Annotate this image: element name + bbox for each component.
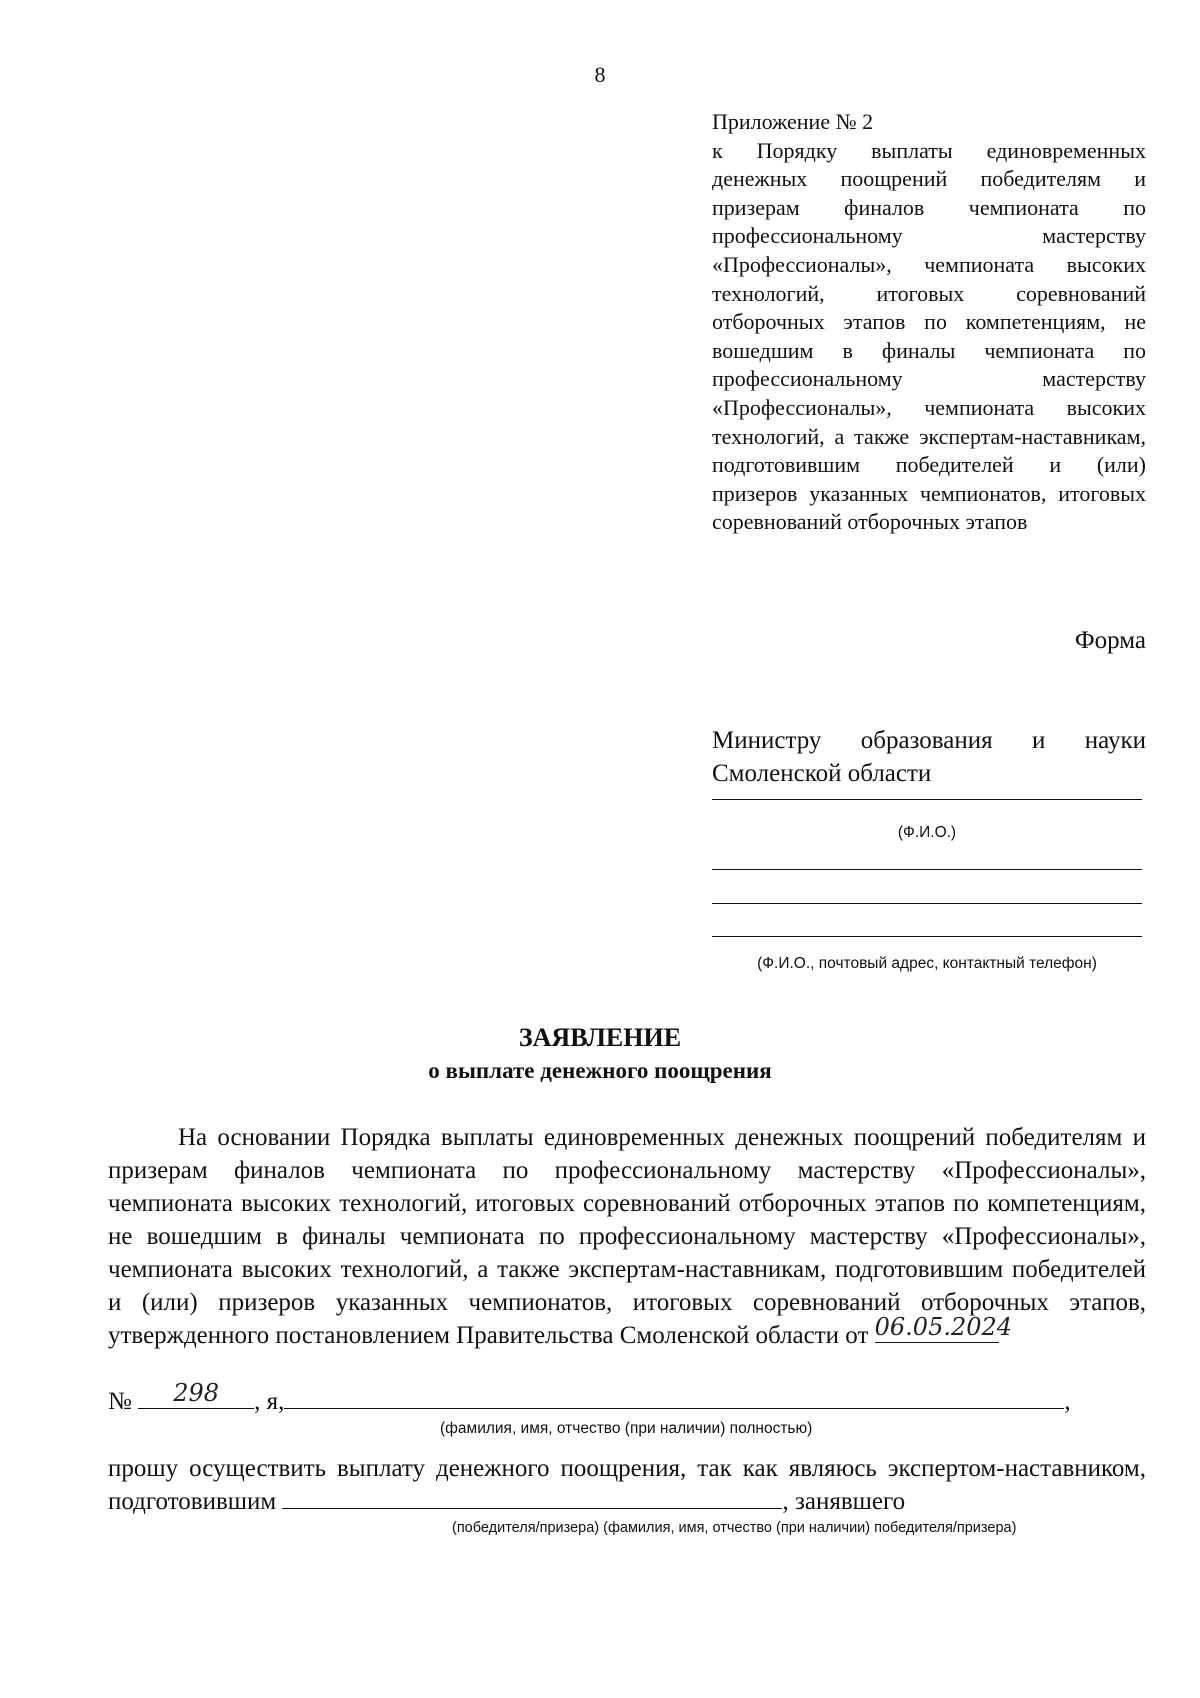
winner-caption: (победителя/призера) (фамилия, имя, отчество (при наличии) победителя/призера) — [452, 1520, 1017, 1536]
trailing-comma: , — [1064, 1388, 1071, 1415]
appendix-block — [712, 108, 1146, 537]
document-title: ЗАЯВЛЕНИЕ — [518, 1023, 682, 1052]
fio-address-phone-caption: (Ф.И.О., почтовый адрес, контактный телефон) — [757, 955, 1097, 972]
statement-paragraph — [108, 1121, 1146, 1352]
number-label: № — [108, 1388, 132, 1415]
number-line — [108, 1379, 1146, 1418]
page-number: 8 — [594, 62, 606, 87]
appendix-text: к Порядку выплаты единовременных денежных поощрений победителям и призерам финалов чемпионата по профессиональному мастерству «Профессионалы», чемпионата высоких технологий, итоговых соревнований отборочных этапов по компетенциям, не вошедшим в финалы чемпионата по профессиональному мастерству «Профессионалы», чемпионата высоких технологий, а также экспертам-наставникам, подготовившим победителей и (или) призеров указанных чемпионатов, итоговых соревнований отборочных этапов — [712, 137, 1146, 535]
fio-fill-line[interactable] — [712, 799, 1142, 800]
applicant-fill-line-3[interactable] — [712, 936, 1142, 937]
full-name-caption: (фамилия, имя, отчество (при наличии) полностью) — [440, 1420, 813, 1437]
after-number-text: , я, — [254, 1388, 285, 1415]
full-name-field[interactable] — [284, 1386, 1064, 1409]
handwritten-number: 298 — [173, 1379, 220, 1407]
number-field[interactable] — [138, 1379, 254, 1409]
appendix-title: Приложение № 2 — [712, 109, 874, 134]
winner-name-field[interactable] — [282, 1486, 782, 1509]
date-field[interactable] — [874, 1313, 1013, 1343]
applicant-fill-line-2[interactable] — [712, 903, 1142, 904]
request-end-text: , занявшего — [782, 1488, 906, 1515]
form-label: Форма — [1074, 627, 1146, 654]
addressee: Министру образования и науки Смоленской области — [712, 727, 1146, 787]
handwritten-date: 06.05.2024 — [874, 1313, 1013, 1341]
document-subtitle: о выплате денежного поощрения — [428, 1058, 772, 1083]
applicant-fill-line-1[interactable] — [712, 869, 1142, 870]
request-text: прошу осуществить выплату денежного поощрения, так как являюсь экспертом-наставником, подготовившим — [108, 1455, 1146, 1515]
statement-text: На основании Порядка выплаты единовременных денежных поощрений победителям и призерам финалов чемпионата по профессиональному мастерству «Профессионалы», чемпионата высоких технологий, итоговых соревнований отборочных этапов по компетенциям, не вошедшим в финалы чемпионата по профессиональному мастерству «Профессионалы», чемпионата высоких технологий, а также экспертам-наставникам, подготовившим победителей и (или) призеров указанных чемпионатов, итоговых соревнований отборочных этапов, утвержденного постановлением Правительства Смоленской области от — [108, 1124, 1146, 1349]
request-paragraph — [108, 1452, 1146, 1518]
fio-caption: (Ф.И.О.) — [897, 824, 957, 841]
